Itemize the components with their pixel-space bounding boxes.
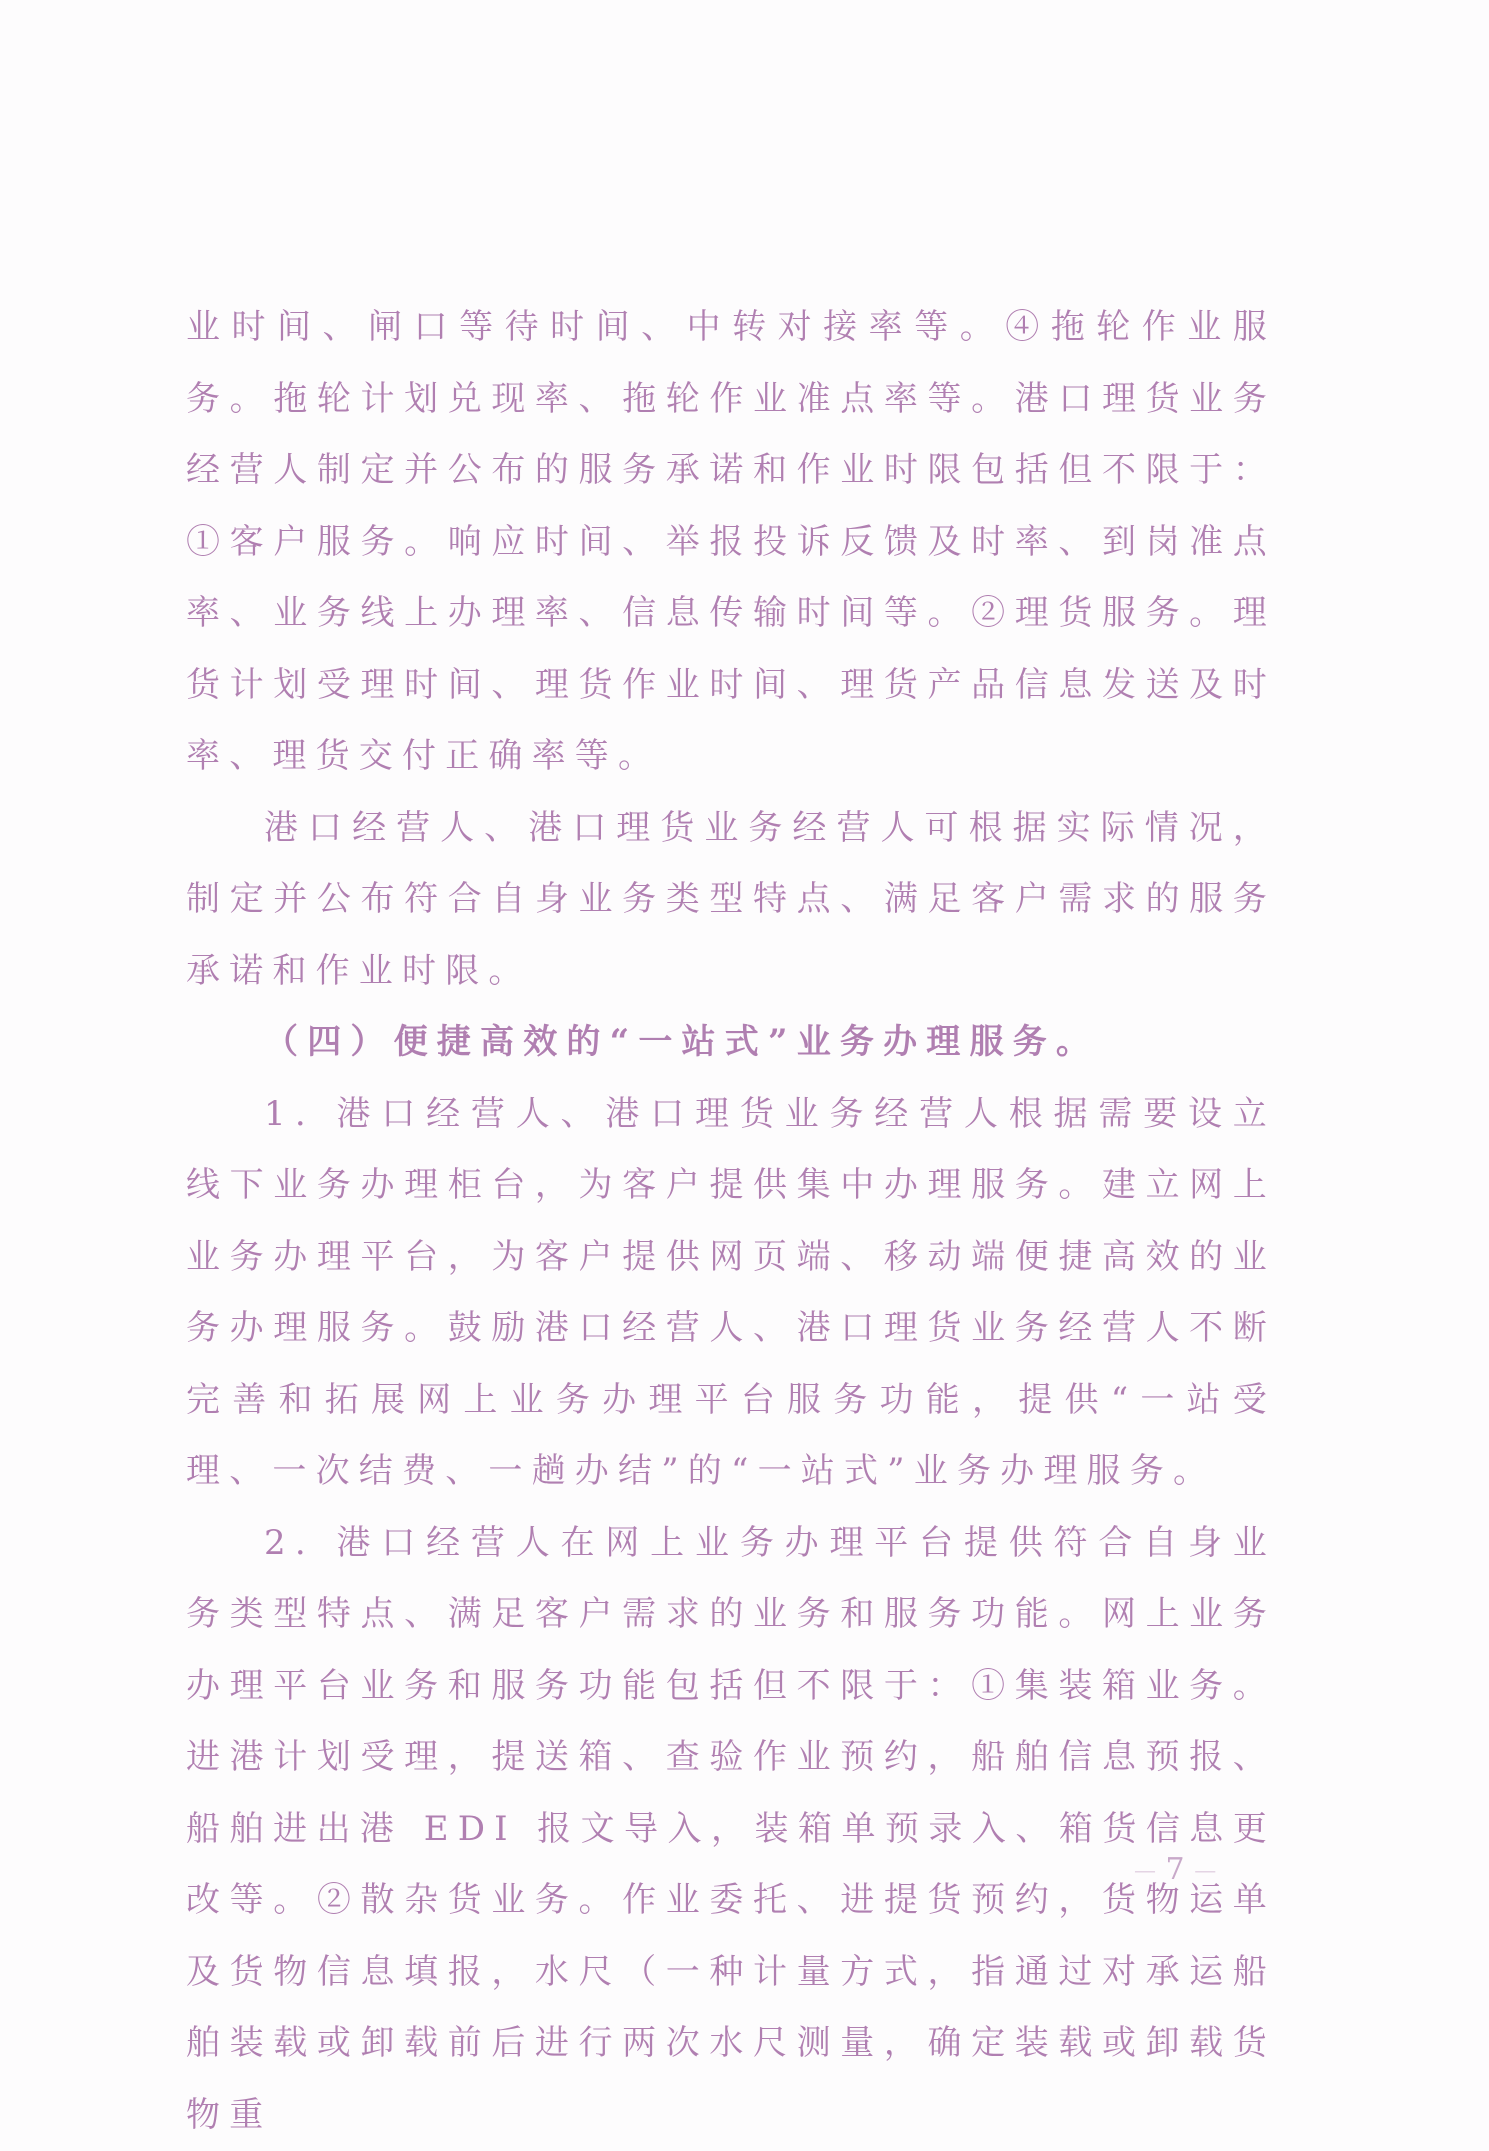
section-heading-one-stop-service: （四）便捷高效的“一站式”业务办理服务。 <box>186 1007 1276 1079</box>
paragraph-item-2: 2. 港口经营人在网上业务办理平台提供符合自身业务类型特点、满足客户需求的业务和服务功能。网上业务办理平台业务和服务功能包括但不限于：①集装箱业务。进港计划受理，提送箱、查验作业预约，船舶信息预报、船舶进出港 EDI 报文导入，装箱单预录入、箱货信息更改等。②散杂货业务。作业委托、进提货预约，货物运单及货物信息填报，水尺（一种计量方式，指通过对承运船舶装载或卸载前后进行两次水尺测量，确定装载或卸载货物重 <box>186 1508 1276 2151</box>
page-number-value: 7 <box>1166 1852 1185 1887</box>
paragraph-service-commitment: 港口经营人、港口理货业务经营人可根据实际情况，制定并公布符合自身业务类型特点、满足客户需求的服务承诺和作业时限。 <box>186 793 1276 1008</box>
paragraph-item-1: 1. 港口经营人、港口理货业务经营人根据需要设立线下业务办理柜台，为客户提供集中办理服务。建立网上业务办理平台，为客户提供网页端、移动端便捷高效的业务办理服务。鼓励港口经营人、港口理货业务经营人不断完善和拓展网上业务办理平台服务功能，提供“一站受理、一次结费、一趟办结”的“一站式”业务办理服务。 <box>186 1079 1276 1508</box>
page-number-dash-right: — <box>1194 1859 1216 1884</box>
document-body <box>186 292 1276 2151</box>
page-number-dash-left: — <box>1134 1859 1156 1884</box>
paragraph-continued: 业时间、闸口等待时间、中转对接率等。④拖轮作业服务。拖轮计划兑现率、拖轮作业准点率等。港口理货业务经营人制定并公布的服务承诺和作业时限包括但不限于：①客户服务。响应时间、举报投诉反馈及时率、到岗准点率、业务线上办理率、信息传输时间等。②理货服务。理货计划受理时间、理货作业时间、理货产品信息发送及时率、理货交付正确率等。 <box>186 292 1276 793</box>
page-number <box>1134 1852 1216 1887</box>
